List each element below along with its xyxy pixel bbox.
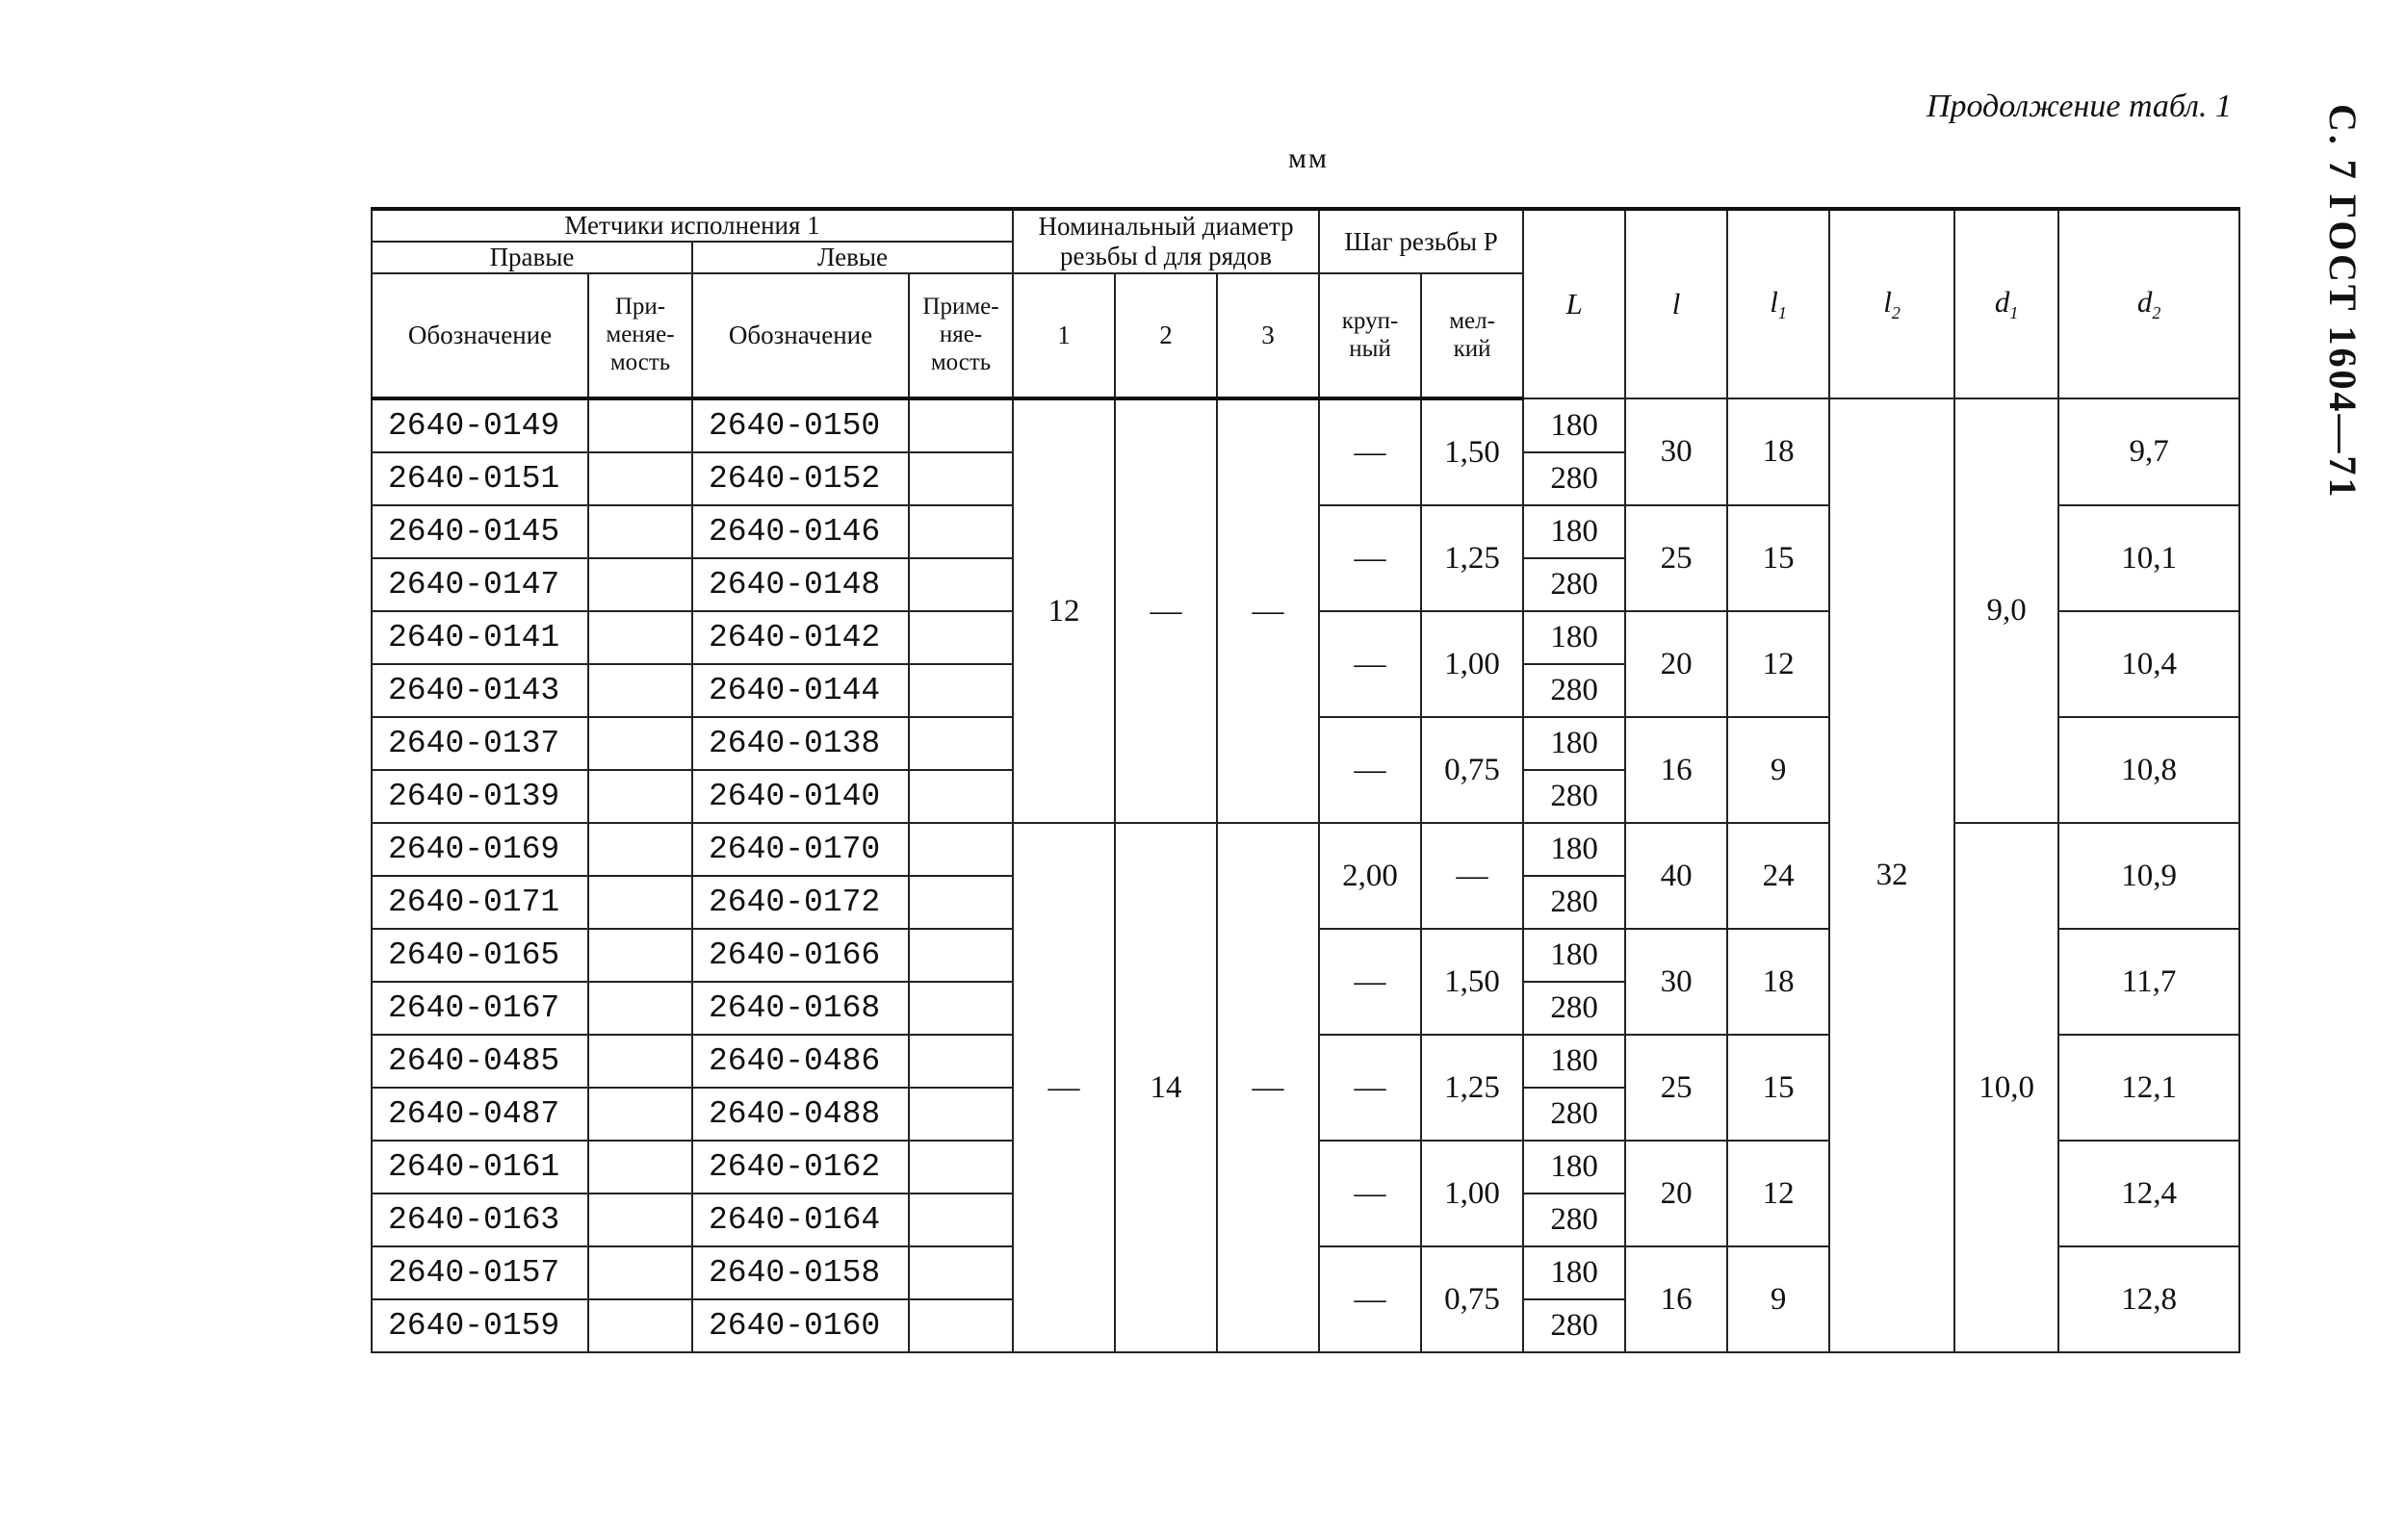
pitch-coarse: — [1319,505,1421,611]
length-L: 180 [1523,398,1625,452]
pitch-fine: 1,50 [1421,929,1523,1035]
header-row-1: 1 [1013,273,1115,398]
header-left: Левые [692,242,1013,273]
header-d1: $d_1$ [1954,209,2058,398]
length-l: 20 [1625,611,1727,717]
designation-right: 2640-0157 [372,1246,588,1299]
applicability-right [588,1246,692,1299]
length-l1: 9 [1727,1246,1829,1352]
applicability-left [909,1141,1013,1194]
diameter-d2: 12,4 [2058,1141,2239,1246]
applicability-right [588,1299,692,1352]
applicability-left [909,982,1013,1035]
diameter-row-1: 12 [1013,398,1115,823]
length-L: 280 [1523,1299,1625,1352]
table-body [372,398,2239,1352]
designation-right: 2640-0137 [372,717,588,770]
applicability-right [588,398,692,452]
applicability-right [588,1141,692,1194]
diameter-d2: 12,8 [2058,1246,2239,1352]
continuation-label: Продолжение табл. 1 [1926,89,2232,124]
applicability-right [588,452,692,505]
designation-left: 2640-0138 [692,717,909,770]
applicability-left [909,505,1013,558]
applicability-left [909,929,1013,982]
designation-right: 2640-0159 [372,1299,588,1352]
diameter-d1: 9,0 [1954,398,2058,823]
designation-right: 2640-0167 [372,982,588,1035]
applicability-right [588,1194,692,1246]
designation-left: 2640-0152 [692,452,909,505]
table-row [372,823,2239,876]
header-l2: $l_2$ [1829,209,1954,398]
applicability-left [909,1035,1013,1088]
diameter-d2: 10,4 [2058,611,2239,717]
designation-left: 2640-0150 [692,398,909,452]
header-row-2: 2 [1115,273,1217,398]
designation-right: 2640-0147 [372,558,588,611]
designation-right: 2640-0485 [372,1035,588,1088]
length-l1: 9 [1727,717,1829,823]
pitch-coarse: — [1319,717,1421,823]
header-coarse: круп- ный [1319,273,1421,398]
designation-left: 2640-0488 [692,1088,909,1141]
pitch-fine: 1,50 [1421,398,1523,505]
length-L: 280 [1523,452,1625,505]
applicability-right [588,929,692,982]
header-right: Правые [372,242,692,273]
length-l: 25 [1625,1035,1727,1141]
length-l: 30 [1625,398,1727,505]
pitch-coarse: 2,00 [1319,823,1421,929]
pitch-fine: 1,00 [1421,1141,1523,1246]
applicability-left [909,1194,1013,1246]
header-L: L [1523,209,1625,398]
table-row [372,398,2239,452]
length-L: 280 [1523,558,1625,611]
unit-label: мм [1288,142,1329,174]
applicability-left [909,1088,1013,1141]
designation-left: 2640-0146 [692,505,909,558]
applicability-left [909,823,1013,876]
header-l: l [1625,209,1727,398]
length-l1: 24 [1727,823,1829,929]
length-L: 280 [1523,770,1625,823]
length-l2: 32 [1829,398,1954,1352]
designation-right: 2640-0161 [372,1141,588,1194]
applicability-left [909,1246,1013,1299]
length-L: 180 [1523,1141,1625,1194]
applicability-left [909,664,1013,717]
designation-left: 2640-0486 [692,1035,909,1088]
length-L: 180 [1523,505,1625,558]
diameter-d2: 9,7 [2058,398,2239,505]
designation-right: 2640-0171 [372,876,588,929]
header-applicability-right: При- меняе- мость [588,273,692,398]
applicability-left [909,452,1013,505]
length-l1: 18 [1727,398,1829,505]
header-nominal-diameter: Номинальный диаметр резьбы d для рядов [1013,209,1319,273]
pitch-fine: — [1421,823,1523,929]
header-designation-left: Обозначение [692,273,909,398]
header-applicability-left: Приме- няе- мость [909,273,1013,398]
length-l: 25 [1625,505,1727,611]
designation-left: 2640-0172 [692,876,909,929]
applicability-right [588,823,692,876]
applicability-left [909,876,1013,929]
length-l1: 18 [1727,929,1829,1035]
designation-right: 2640-0141 [372,611,588,664]
designation-left: 2640-0140 [692,770,909,823]
header-d2: $d_2$ [2058,209,2239,398]
applicability-right [588,876,692,929]
length-l1: 15 [1727,1035,1829,1141]
length-L: 180 [1523,929,1625,982]
length-l: 20 [1625,1141,1727,1246]
length-L: 180 [1523,611,1625,664]
pitch-coarse: — [1319,398,1421,505]
applicability-left [909,558,1013,611]
header-l1: $l_1$ [1727,209,1829,398]
designation-left: 2640-0144 [692,664,909,717]
applicability-left [909,717,1013,770]
length-l1: 12 [1727,1141,1829,1246]
header-taps-group: Метчики исполнения 1 [372,209,1013,242]
diameter-row-1: — [1013,823,1115,1352]
pitch-fine: 0,75 [1421,1246,1523,1352]
diameter-row-2: — [1115,398,1217,823]
length-l: 40 [1625,823,1727,929]
length-L: 280 [1523,1194,1625,1246]
designation-right: 2640-0151 [372,452,588,505]
diameter-row-3: — [1217,398,1319,823]
length-l1: 15 [1727,505,1829,611]
designation-left: 2640-0170 [692,823,909,876]
designation-left: 2640-0160 [692,1299,909,1352]
pitch-coarse: — [1319,929,1421,1035]
length-L: 280 [1523,664,1625,717]
pitch-coarse: — [1319,1141,1421,1246]
designation-left: 2640-0158 [692,1246,909,1299]
designation-left: 2640-0164 [692,1194,909,1246]
designation-right: 2640-0165 [372,929,588,982]
header-fine: мел- кий [1421,273,1523,398]
pitch-fine: 1,25 [1421,505,1523,611]
diameter-row-3: — [1217,823,1319,1352]
applicability-left [909,770,1013,823]
applicability-right [588,717,692,770]
designation-left: 2640-0148 [692,558,909,611]
diameter-row-2: 14 [1115,823,1217,1352]
applicability-right [588,611,692,664]
diameter-d1: 10,0 [1954,823,2058,1352]
pitch-fine: 0,75 [1421,717,1523,823]
diameter-d2: 10,1 [2058,505,2239,611]
header-row-3: 3 [1217,273,1319,398]
designation-right: 2640-0487 [372,1088,588,1141]
applicability-left [909,398,1013,452]
length-L: 280 [1523,982,1625,1035]
designation-right: 2640-0139 [372,770,588,823]
pitch-coarse: — [1319,1035,1421,1141]
designation-right: 2640-0143 [372,664,588,717]
applicability-left [909,1299,1013,1352]
designation-left: 2640-0168 [692,982,909,1035]
pitch-coarse: — [1319,1246,1421,1352]
pitch-fine: 1,00 [1421,611,1523,717]
designation-right: 2640-0149 [372,398,588,452]
length-L: 180 [1523,1246,1625,1299]
length-L: 280 [1523,876,1625,929]
length-l1: 12 [1727,611,1829,717]
diameter-d2: 11,7 [2058,929,2239,1035]
pitch-coarse: — [1319,611,1421,717]
applicability-right [588,1035,692,1088]
diameter-d2: 10,9 [2058,823,2239,929]
diameter-d2: 12,1 [2058,1035,2239,1141]
applicability-right [588,1088,692,1141]
length-L: 280 [1523,1088,1625,1141]
diameter-d2: 10,8 [2058,717,2239,823]
length-l: 30 [1625,929,1727,1035]
designation-right: 2640-0145 [372,505,588,558]
header-designation-right: Обозначение [372,273,588,398]
designation-right: 2640-0169 [372,823,588,876]
applicability-right [588,982,692,1035]
page-standard-title: С. 7 ГОСТ 1604—71 [2321,104,2365,500]
header-pitch: Шаг резьбы P [1319,209,1523,273]
applicability-right [588,664,692,717]
applicability-left [909,611,1013,664]
length-l: 16 [1625,717,1727,823]
designation-right: 2640-0163 [372,1194,588,1246]
applicability-right [588,770,692,823]
length-L: 180 [1523,823,1625,876]
applicability-right [588,558,692,611]
designation-left: 2640-0166 [692,929,909,982]
pitch-fine: 1,25 [1421,1035,1523,1141]
length-L: 180 [1523,1035,1625,1088]
designation-left: 2640-0162 [692,1141,909,1194]
length-l: 16 [1625,1246,1727,1352]
length-L: 180 [1523,717,1625,770]
taps-table [371,207,2229,1353]
designation-left: 2640-0142 [692,611,909,664]
applicability-right [588,505,692,558]
